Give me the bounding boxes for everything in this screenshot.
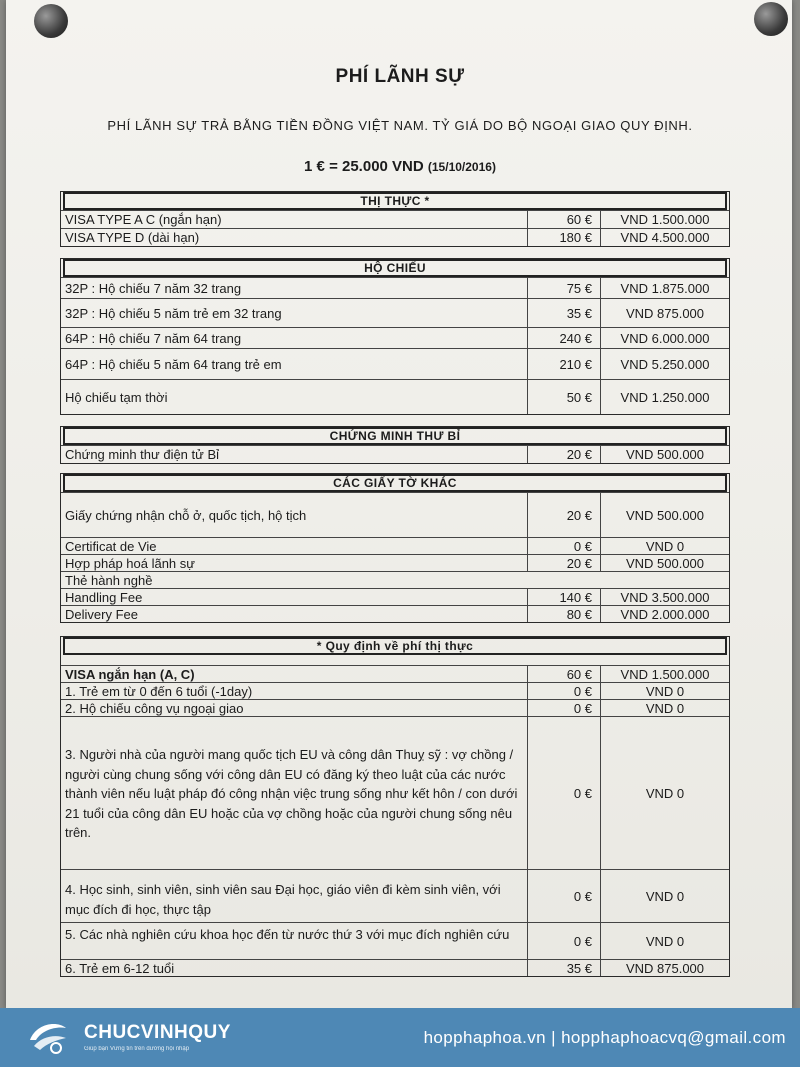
table-row — [61, 445, 729, 463]
row-label: 2. Hộ chiếu công vụ ngoại giao — [65, 700, 244, 716]
row-label: 5. Các nhà nghiên cứu khoa học đến từ nước thứ 3 với mục đích nghiên cứu — [65, 927, 510, 942]
row-eur: 0 € — [527, 700, 600, 716]
table-row — [61, 605, 729, 622]
section-heading: THỊ THỰC * — [63, 192, 727, 210]
table-row — [61, 277, 729, 298]
row-label: 64P : Hộ chiếu 5 năm 64 trang trẻ em — [65, 356, 282, 372]
table-row — [61, 959, 729, 976]
exchange-rate-value: 1 € = 25.000 VND — [304, 158, 424, 175]
row-label: Hợp pháp hoá lãnh sự — [65, 555, 195, 571]
row-eur: 75 € — [527, 278, 600, 298]
row-label: Handling Fee — [65, 589, 143, 605]
brand-logo-icon — [26, 1018, 70, 1056]
page-title: PHÍ LÃNH SỰ — [335, 66, 465, 87]
row-label: VISA TYPE D (dài hạn) — [65, 230, 200, 245]
row-eur: 35 € — [527, 299, 600, 327]
section-visa-rules — [60, 636, 730, 977]
row-label: 3. Người nhà của người mang quốc tịch EU và công dân Thuỵ sỹ : vợ chồng / người cùng chung sống với công dân EU có đăng ký theo luật của các nước thành viên nếu luật pháp đó công nhận việc trung sống như kết hôn / con dưới 21 tuổi của công dân EU hoặc của vợ chồng hoặc của người chung sống nêu trên. — [65, 747, 518, 840]
footer-banner — [0, 1008, 800, 1067]
row-vnd: VND 1.250.000 — [600, 380, 729, 414]
row-vnd — [601, 572, 729, 588]
exchange-rate — [0, 158, 800, 175]
row-label: 1. Trẻ em từ 0 đến 6 tuổi (-1day) — [65, 683, 253, 699]
row-label: 6. Trẻ em 6-12 tuổi — [65, 960, 175, 976]
table-row — [61, 228, 729, 246]
row-label: 4. Học sinh, sinh viên, sinh viên sau Đại học, giáo viên đi kèm sinh viên, với mục đích đi học, thực tập — [65, 882, 501, 917]
row-vnd: VND 500.000 — [600, 493, 729, 537]
row-vnd: VND 0 — [600, 717, 729, 869]
row-vnd: VND 875.000 — [600, 299, 729, 327]
table-row — [61, 348, 729, 379]
row-label: Chứng minh thư điện tử Bỉ — [65, 447, 220, 462]
table-row — [61, 537, 729, 554]
row-vnd: VND 1.875.000 — [600, 278, 729, 298]
row-eur: 20 € — [527, 446, 600, 463]
section-eid — [60, 426, 730, 464]
page-subtitle: PHÍ LÃNH SỰ TRẢ BẰNG TIỀN ĐỒNG VIỆT NAM. TỶ GIÁ DO BỘ NGOẠI GIAO QUY ĐỊNH. — [107, 118, 693, 133]
row-eur: 0 € — [527, 870, 600, 922]
row-label: Giấy chứng nhận chỗ ở, quốc tịch, hộ tịch — [65, 507, 307, 523]
section-passport — [60, 258, 730, 415]
row-eur: 140 € — [527, 589, 600, 605]
row-eur: 20 € — [527, 493, 600, 537]
row-eur: 35 € — [527, 960, 600, 976]
row-vnd: VND 0 — [600, 700, 729, 716]
exchange-rate-date: (15/10/2016) — [427, 160, 496, 174]
pushpin-icon — [754, 2, 788, 36]
row-vnd: VND 2.000.000 — [600, 606, 729, 622]
row-vnd: VND 5.250.000 — [600, 349, 729, 379]
row-vnd: VND 6.000.000 — [600, 328, 729, 348]
brand-name: CHUCVINHQUY — [84, 1022, 231, 1043]
section-heading: HỘ CHIẾU — [63, 259, 727, 277]
table-row — [61, 682, 729, 699]
contact-info[interactable]: hopphaphoa.vn | hopphaphoacvq@gmail.com — [423, 1028, 786, 1047]
table-row — [61, 571, 729, 588]
row-vnd: VND 0 — [600, 870, 729, 922]
row-eur: 50 € — [527, 380, 600, 414]
table-row — [61, 298, 729, 327]
pushpin-icon — [34, 4, 68, 38]
row-eur: 0 € — [527, 923, 600, 959]
row-vnd: VND 1.500.000 — [600, 211, 729, 228]
section-heading: CHỨNG MINH THƯ BỈ — [63, 427, 727, 445]
row-eur: 0 € — [527, 538, 600, 554]
row-eur: 20 € — [527, 555, 600, 571]
row-vnd: VND 875.000 — [600, 960, 729, 976]
row-vnd: VND 0 — [600, 683, 729, 699]
row-eur: 60 € — [527, 666, 600, 682]
row-eur: 210 € — [527, 349, 600, 379]
table-row — [61, 492, 729, 537]
table-row — [61, 716, 729, 869]
row-eur: 80 € — [527, 606, 600, 622]
row-label: 32P : Hộ chiếu 7 năm 32 trang — [65, 280, 242, 296]
table-row — [61, 588, 729, 605]
table-row — [61, 699, 729, 716]
row-vnd: VND 0 — [600, 923, 729, 959]
row-vnd: VND 500.000 — [600, 555, 729, 571]
row-label: Delivery Fee — [65, 606, 138, 622]
row-eur: 0 € — [527, 683, 600, 699]
brand-tagline: Giúp bạn Vững tin trên đường hội nhập — [84, 1046, 190, 1052]
row-vnd: VND 500.000 — [600, 446, 729, 463]
row-vnd: VND 1.500.000 — [600, 666, 729, 682]
row-eur: 240 € — [527, 328, 600, 348]
row-label: Thẻ hành nghề — [65, 572, 153, 588]
row-vnd: VND 3.500.000 — [600, 589, 729, 605]
section-other-documents — [60, 473, 730, 623]
section-visa — [60, 191, 730, 247]
table-row — [61, 554, 729, 571]
row-label: Certificat de Vie — [65, 538, 157, 554]
row-eur: 180 € — [527, 229, 600, 246]
table-row — [61, 379, 729, 414]
table-row — [61, 922, 729, 959]
table-row — [61, 869, 729, 922]
table-row — [61, 327, 729, 348]
row-label: 32P : Hộ chiếu 5 năm trẻ em 32 trang — [65, 305, 282, 321]
row-label: VISA ngắn hạn (A, C) — [65, 666, 195, 682]
row-label: 64P : Hộ chiếu 7 năm 64 trang — [65, 330, 242, 346]
row-vnd: VND 4.500.000 — [600, 229, 729, 246]
row-eur: 0 € — [527, 717, 600, 869]
section-heading: CÁC GIẤY TỜ KHÁC — [63, 474, 727, 492]
row-vnd: VND 0 — [600, 538, 729, 554]
row-eur — [529, 572, 601, 588]
section-heading: * Quy định về phí thị thực — [63, 637, 727, 655]
row-label: VISA TYPE A C (ngắn hạn) — [65, 212, 222, 227]
row-eur: 60 € — [527, 211, 600, 228]
table-row — [61, 210, 729, 228]
table-row — [61, 665, 729, 682]
row-label: Hộ chiếu tạm thời — [65, 389, 168, 405]
